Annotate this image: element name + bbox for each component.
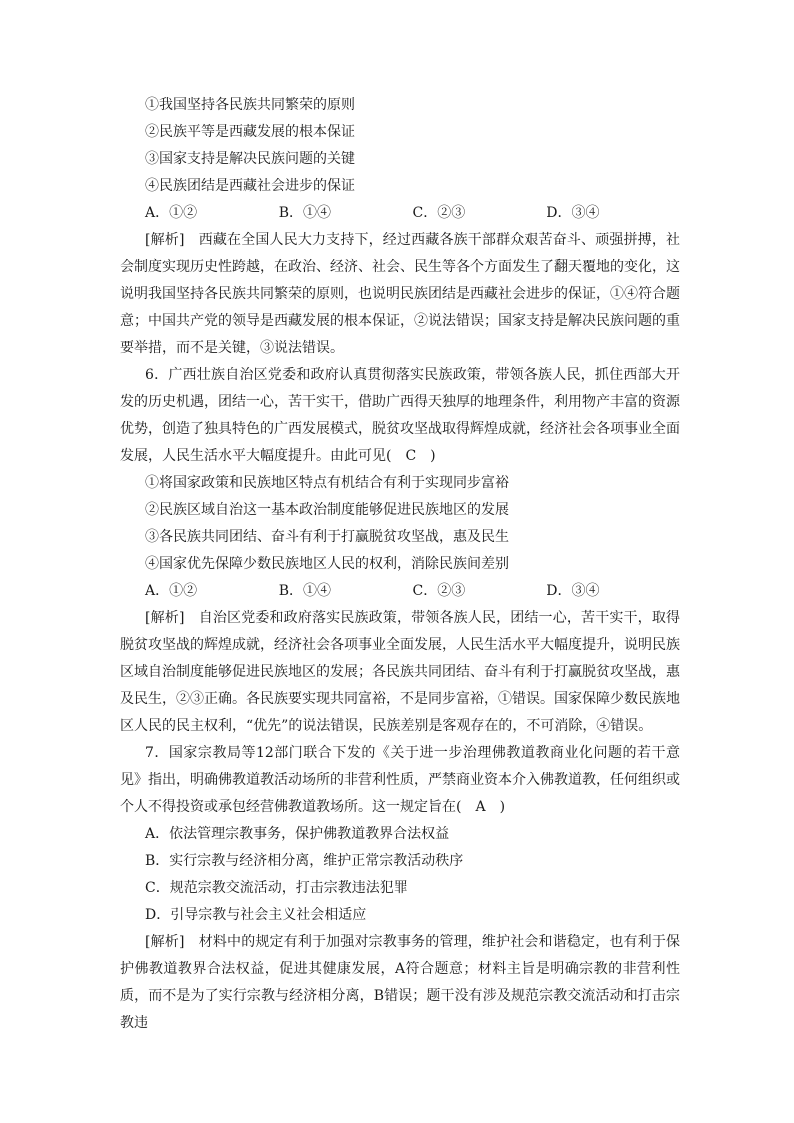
q6-option-b: B．①④ [278,583,332,599]
q7-choice-d: D．引导宗教与社会主义社会相适应 [145,907,367,923]
q7-choice-a: A．依法管理宗教事务，保护佛教道教界合法权益 [145,826,450,842]
q6-statement-3: ③各民族共同团结、奋斗有利于打赢脱贫攻坚战，惠及民生 [145,529,509,545]
q7-analysis: [解析] 材料中的规定有利于加强对宗教事务的管理，维护社会和谐稳定，也有利于保护佛教道教界合法权益，促进其健康发展，A符合题意；材料主旨是明确宗教的非营利性质，而不是为了实行宗教与经济相分离，B错误；题干没有涉及规范宗教交流活动和打击宗教违 [120,934,680,1031]
q7-choice-b: B．实行宗教与经济相分离，维护正常宗教活动秩序 [145,853,464,869]
q5-option-a: A．①② [145,205,198,221]
document-body [120,92,680,1037]
q6-option-a: A．①② [145,583,198,599]
q6-options [120,578,680,605]
q5-options [120,200,680,227]
q6-statement-1: ①将国家政策和民族地区特点有机结合有利于实现同步富裕 [145,475,509,491]
q7-stem: 7．国家宗教局等12部门联合下发的《关于进一步治理佛教道教商业化问题的若干意见》指出，明确佛教道教活动场所的非营利性质，严禁商业资本介入佛教道教，任何组织或个人不得投资或承包经营佛教道教场所。这一规定旨在( A ) [120,745,680,815]
q6-stem: 6．广西壮族自治区党委和政府认真贯彻落实民族政策，带领各族人民，抓住西部大开发的历史机遇，团结一心，苦干实干，借助广西得天独厚的地理条件，利用物产丰富的资源优势，创造了独具特色的广西发展模式，脱贫攻坚战取得辉煌成就，经济社会各项事业全面发展，人民生活水平大幅度提升。由此可见( C ) [120,367,680,464]
q5-statement-2: ②民族平等是西藏发展的根本保证 [145,124,355,140]
q5-statement-4: ④民族团结是西藏社会进步的保证 [145,178,355,194]
q6-option-d: D．③④ [546,583,600,599]
q6-analysis: [解析] 自治区党委和政府落实民族政策，带领各族人民，团结一心，苦干实干，取得脱贫攻坚战的辉煌成就，经济社会各项事业全面发展，人民生活水平大幅度提升，说明民族区域自治制度能够促进民族地区的发展；各民族共同团结、奋斗有利于打赢脱贫攻坚战，惠及民生，②③正确。各民族要实现共同富裕，不是同步富裕，①错误。国家保障少数民族地区人民的民主权利，“优先”的说法错误，民族差别是客观存在的，不可消除，④错误。 [120,610,680,734]
q6-statement-2: ②民族区域自治这一基本政治制度能够促进民族地区的发展 [145,502,509,518]
q5-statement-1: ①我国坚持各民族共同繁荣的原则 [145,97,355,113]
q6-statement-4: ④国家优先保障少数民族地区人民的权利，消除民族间差别 [145,556,509,572]
q5-statement-3: ③国家支持是解决民族问题的关键 [145,151,355,167]
q5-option-d: D．③④ [546,205,600,221]
q7-choice-c: C．规范宗教交流活动，打击宗教违法犯罪 [145,880,408,896]
q5-option-c: C．②③ [412,205,466,221]
q6-option-c: C．②③ [412,583,466,599]
q5-option-b: B．①④ [278,205,332,221]
q5-analysis: [解析] 西藏在全国人民大力支持下，经过西藏各族干部群众艰苦奋斗、顽强拼搏，社会制度实现历史性跨越，在政治、经济、社会、民生等各个方面发生了翻天覆地的变化，这说明我国坚持各民族共同繁荣的原则，也说明民族团结是西藏社会进步的保证，①④符合题意；中国共产党的领导是西藏发展的根本保证，②说法错误；国家支持是解决民族问题的重要举措，而不是关键，③说法错误。 [120,232,680,356]
